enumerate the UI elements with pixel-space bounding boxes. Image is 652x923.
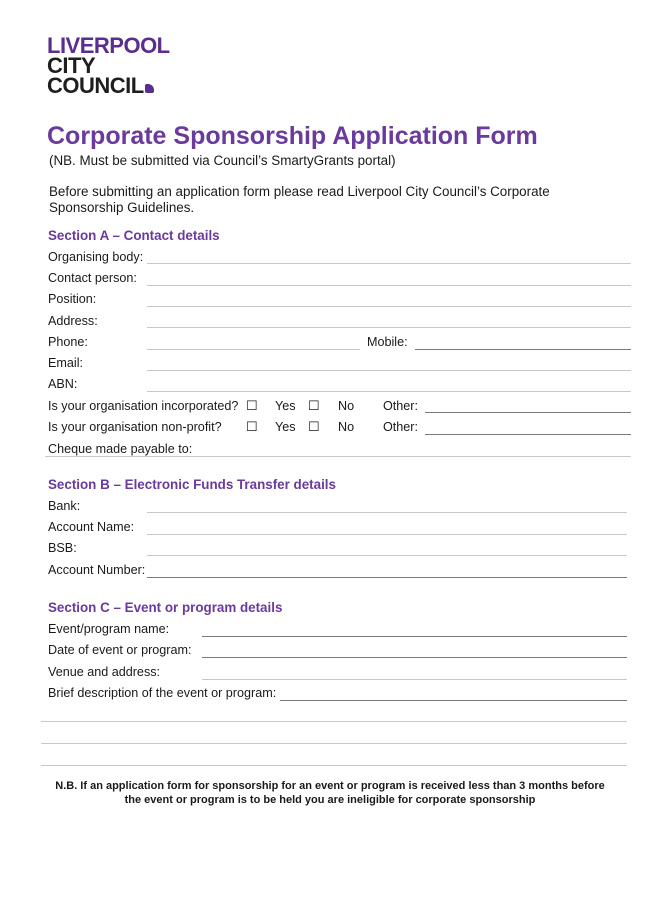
contact-person-label: Contact person:: [48, 271, 137, 285]
event-name-field[interactable]: [202, 636, 627, 637]
incorporated-no-checkbox[interactable]: ☐: [308, 398, 320, 413]
description-line-3[interactable]: [41, 743, 627, 744]
logo-line-2: CITY: [47, 53, 96, 78]
section-a-heading: Section A – Contact details: [48, 228, 220, 243]
mobile-field[interactable]: [415, 349, 631, 350]
description-label: Brief description of the event or program:: [48, 686, 277, 700]
description-line-4[interactable]: [41, 765, 627, 766]
organising-body-field[interactable]: [147, 263, 631, 264]
incorporated-no-label: No: [338, 399, 355, 413]
position-field[interactable]: [147, 306, 631, 307]
account-name-label: Account Name:: [48, 520, 135, 534]
email-label: Email:: [48, 356, 83, 370]
incorporated-other-field[interactable]: [425, 412, 631, 413]
incorporated-other-label: Other:: [383, 399, 418, 413]
account-name-field[interactable]: [147, 534, 627, 535]
intro-line-1: Before submitting an application form please read Liverpool City Council’s Corporate: [49, 184, 550, 199]
logo-line-1: LIVERPOOL: [47, 33, 170, 58]
non-profit-yes-label: Yes: [275, 420, 296, 434]
address-field[interactable]: [147, 327, 631, 328]
council-logo: [47, 33, 170, 98]
cheque-payable-label: Cheque made payable to:: [48, 442, 193, 456]
bsb-label: BSB:: [48, 541, 77, 555]
section-b-heading: Section B – Electronic Funds Transfer details: [48, 477, 336, 492]
abn-field[interactable]: [147, 391, 631, 392]
non-profit-other-label: Other:: [383, 420, 418, 434]
logo-line-3: [47, 73, 170, 98]
account-number-field[interactable]: [147, 577, 627, 578]
section-c-heading: Section C – Event or program details: [48, 600, 283, 615]
incorporated-yes-checkbox[interactable]: ☐: [246, 398, 258, 413]
mobile-label: Mobile:: [367, 335, 408, 349]
bank-label: Bank:: [48, 499, 81, 513]
eligibility-note-line-1: N.B. If an application form for sponsorship for an event or program is received less than 3 months before: [55, 780, 605, 792]
bsb-field[interactable]: [147, 555, 627, 556]
organising-body-label: Organising body:: [48, 250, 144, 264]
logo-mark-icon: [145, 84, 154, 93]
logo-line-3-text: COUNCIL: [47, 73, 144, 98]
phone-label: Phone:: [48, 335, 88, 349]
bank-field[interactable]: [147, 512, 627, 513]
non-profit-yes-checkbox[interactable]: ☐: [246, 419, 258, 434]
non-profit-no-label: No: [338, 420, 355, 434]
email-field[interactable]: [147, 370, 631, 371]
address-label: Address:: [48, 314, 98, 328]
description-field[interactable]: [280, 700, 627, 701]
page-title: Corporate Sponsorship Application Form: [47, 122, 538, 150]
non-profit-no-checkbox[interactable]: ☐: [308, 419, 320, 434]
incorporated-yes-label: Yes: [275, 399, 296, 413]
abn-label: ABN:: [48, 377, 78, 391]
non-profit-other-field[interactable]: [425, 434, 631, 435]
contact-person-field[interactable]: [147, 285, 631, 286]
event-date-field[interactable]: [202, 657, 627, 658]
venue-label: Venue and address:: [48, 665, 161, 679]
description-line-2[interactable]: [41, 721, 627, 722]
eligibility-note-line-2: the event or program is to be held you are ineligible for corporate sponsorship: [124, 794, 536, 806]
submission-note: (NB. Must be submitted via Council’s SmartyGrants portal): [49, 153, 396, 168]
incorporated-label: Is your organisation incorporated?: [48, 399, 239, 413]
event-name-label: Event/program name:: [48, 622, 170, 636]
eligibility-note: [30, 779, 630, 807]
intro-line-2: Sponsorship Guidelines.: [49, 200, 195, 215]
non-profit-label: Is your organisation non-profit?: [48, 420, 222, 434]
phone-field[interactable]: [147, 349, 360, 350]
event-date-label: Date of event or program:: [48, 643, 192, 657]
venue-field[interactable]: [202, 679, 627, 680]
account-number-label: Account Number:: [48, 563, 146, 577]
cheque-payable-field[interactable]: [45, 456, 631, 457]
position-label: Position:: [48, 292, 97, 306]
